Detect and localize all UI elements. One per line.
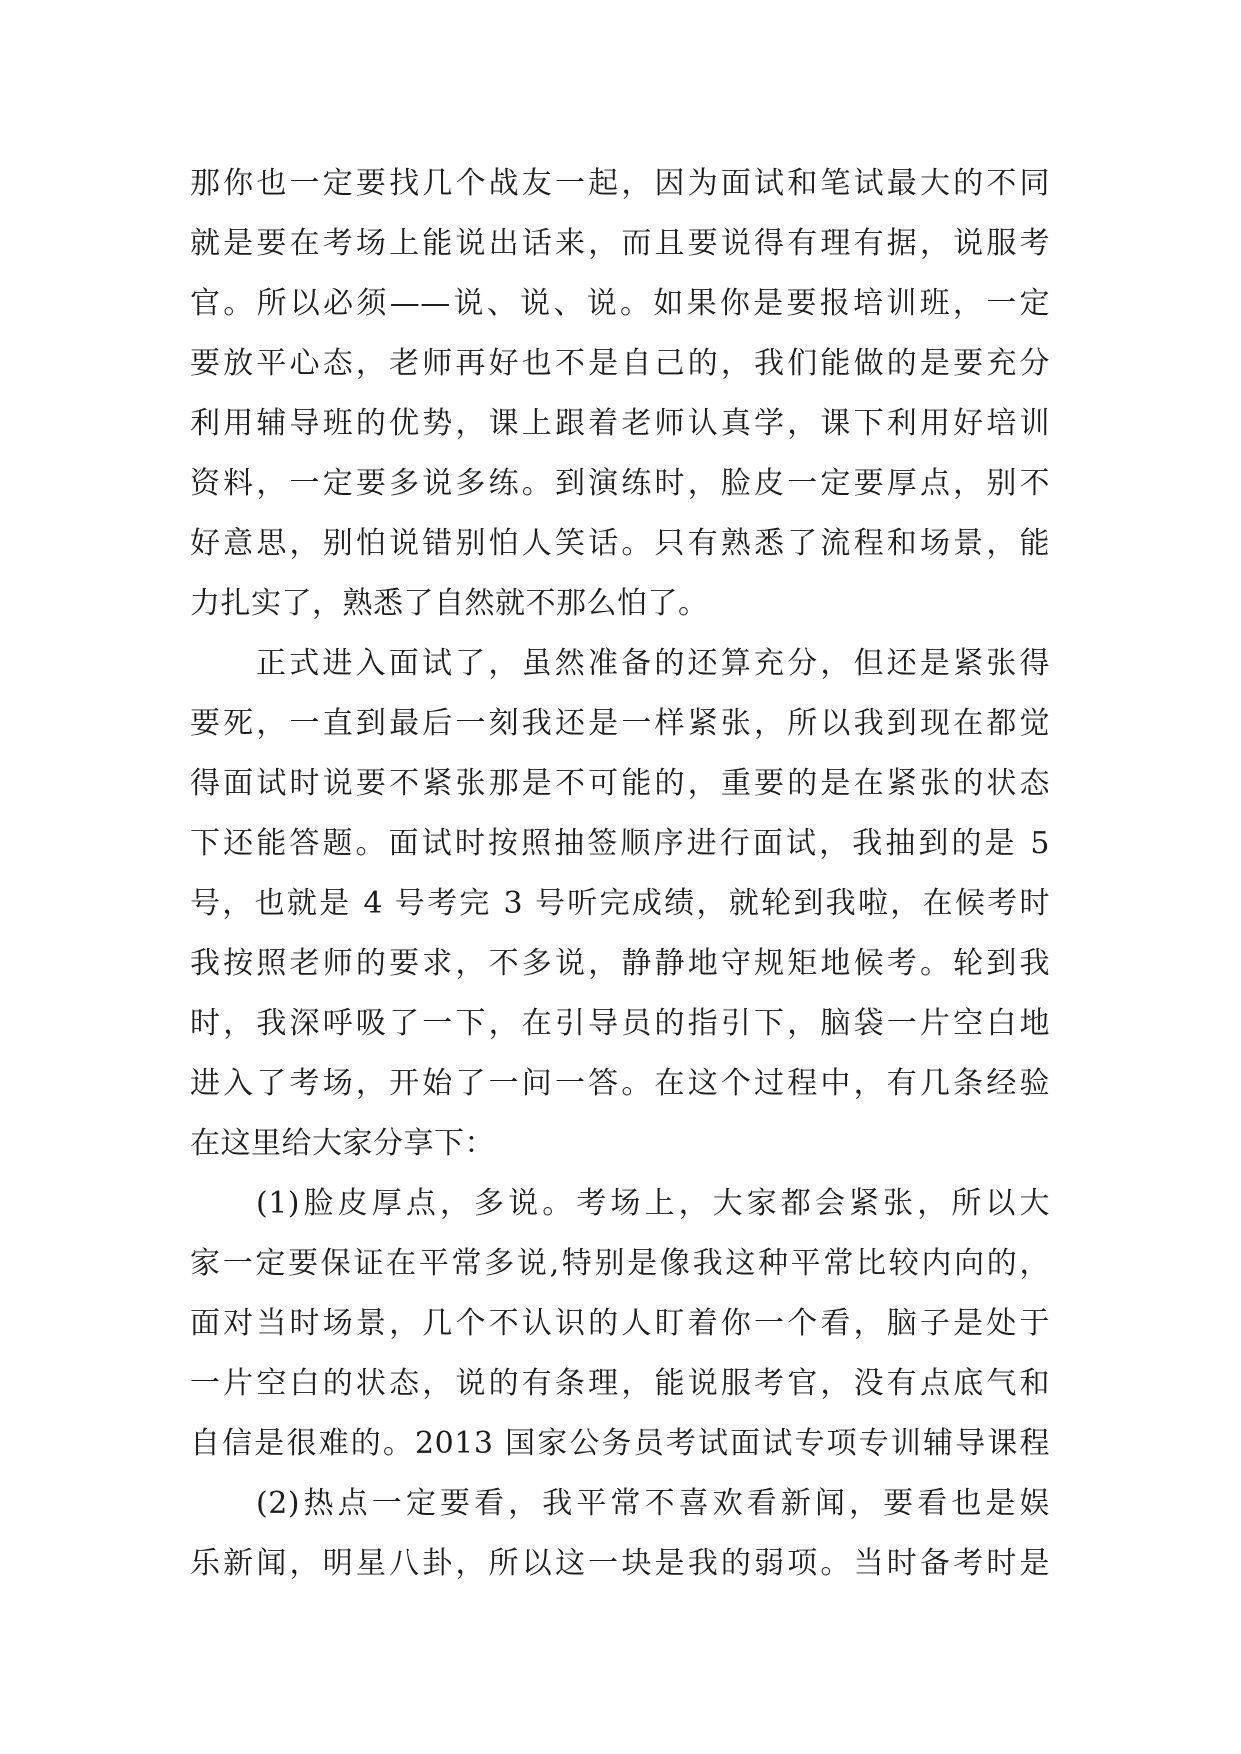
text-line: 进入了考场，开始了一问一答。在这个过程中，有几条经验	[190, 1066, 1050, 1101]
text-line: 我按照老师的要求，不多说，静静地守规矩地候考。轮到我	[190, 946, 1050, 981]
paragraph-first-line: (2)热点一定要看，我平常不喜欢看新闻，要看也是娱	[256, 1486, 1050, 1521]
text-line: 下还能答题。面试时按照抽签顺序进行面试，我抽到的是 5	[190, 826, 1050, 861]
text-line: 时，我深呼吸了一下，在引导员的指引下，脑袋一片空白地	[190, 1006, 1050, 1041]
text-line: 面对当时场景，几个不认识的人盯着你一个看，脑子是处于	[190, 1306, 1050, 1341]
text-line: 号，也就是 4 号考完 3 号听完成绩，就轮到我啦，在候考时	[190, 886, 1050, 921]
text-line: 家一定要保证在平常多说,特别是像我这种平常比较内向的，	[190, 1246, 1050, 1281]
text-line: 官。所以必须——说、说、说。如果你是要报培训班，一定	[190, 286, 1050, 321]
text-line: 一片空白的状态，说的有条理，能说服考官，没有点底气和	[190, 1366, 1050, 1401]
text-line: 乐新闻，明星八卦，所以这一块是我的弱项。当时备考时是	[190, 1546, 1050, 1581]
text-line: 在这里给大家分享下：	[190, 1126, 495, 1161]
text-line: 要死，一直到最后一刻我还是一样紧张，所以我到现在都觉	[190, 706, 1050, 741]
text-line: 力扎实了，熟悉了自然就不那么怕了。	[190, 586, 709, 621]
text-line: 自信是很难的。2013 国家公务员考试面试专项专训辅导课程	[190, 1426, 1050, 1461]
paragraph-first-line: 正式进入面试了，虽然准备的还算充分，但还是紧张得	[256, 646, 1050, 681]
document-body	[190, 154, 1050, 1594]
paragraph-first-line: (1)脸皮厚点，多说。考场上，大家都会紧张，所以大	[256, 1186, 1050, 1221]
text-line: 就是要在考场上能说出话来，而且要说得有理有据，说服考	[190, 226, 1050, 261]
text-line: 得面试时说要不紧张那是不可能的，重要的是在紧张的状态	[190, 766, 1050, 801]
text-line: 资料，一定要多说多练。到演练时，脸皮一定要厚点，别不	[190, 466, 1050, 501]
text-line: 利用辅导班的优势，课上跟着老师认真学，课下利用好培训	[190, 406, 1050, 441]
text-line: 好意思，别怕说错别怕人笑话。只有熟悉了流程和场景，能	[190, 526, 1050, 561]
text-line: 要放平心态，老师再好也不是自己的，我们能做的是要充分	[190, 346, 1050, 381]
text-line: 那你也一定要找几个战友一起，因为面试和笔试最大的不同	[190, 166, 1050, 201]
